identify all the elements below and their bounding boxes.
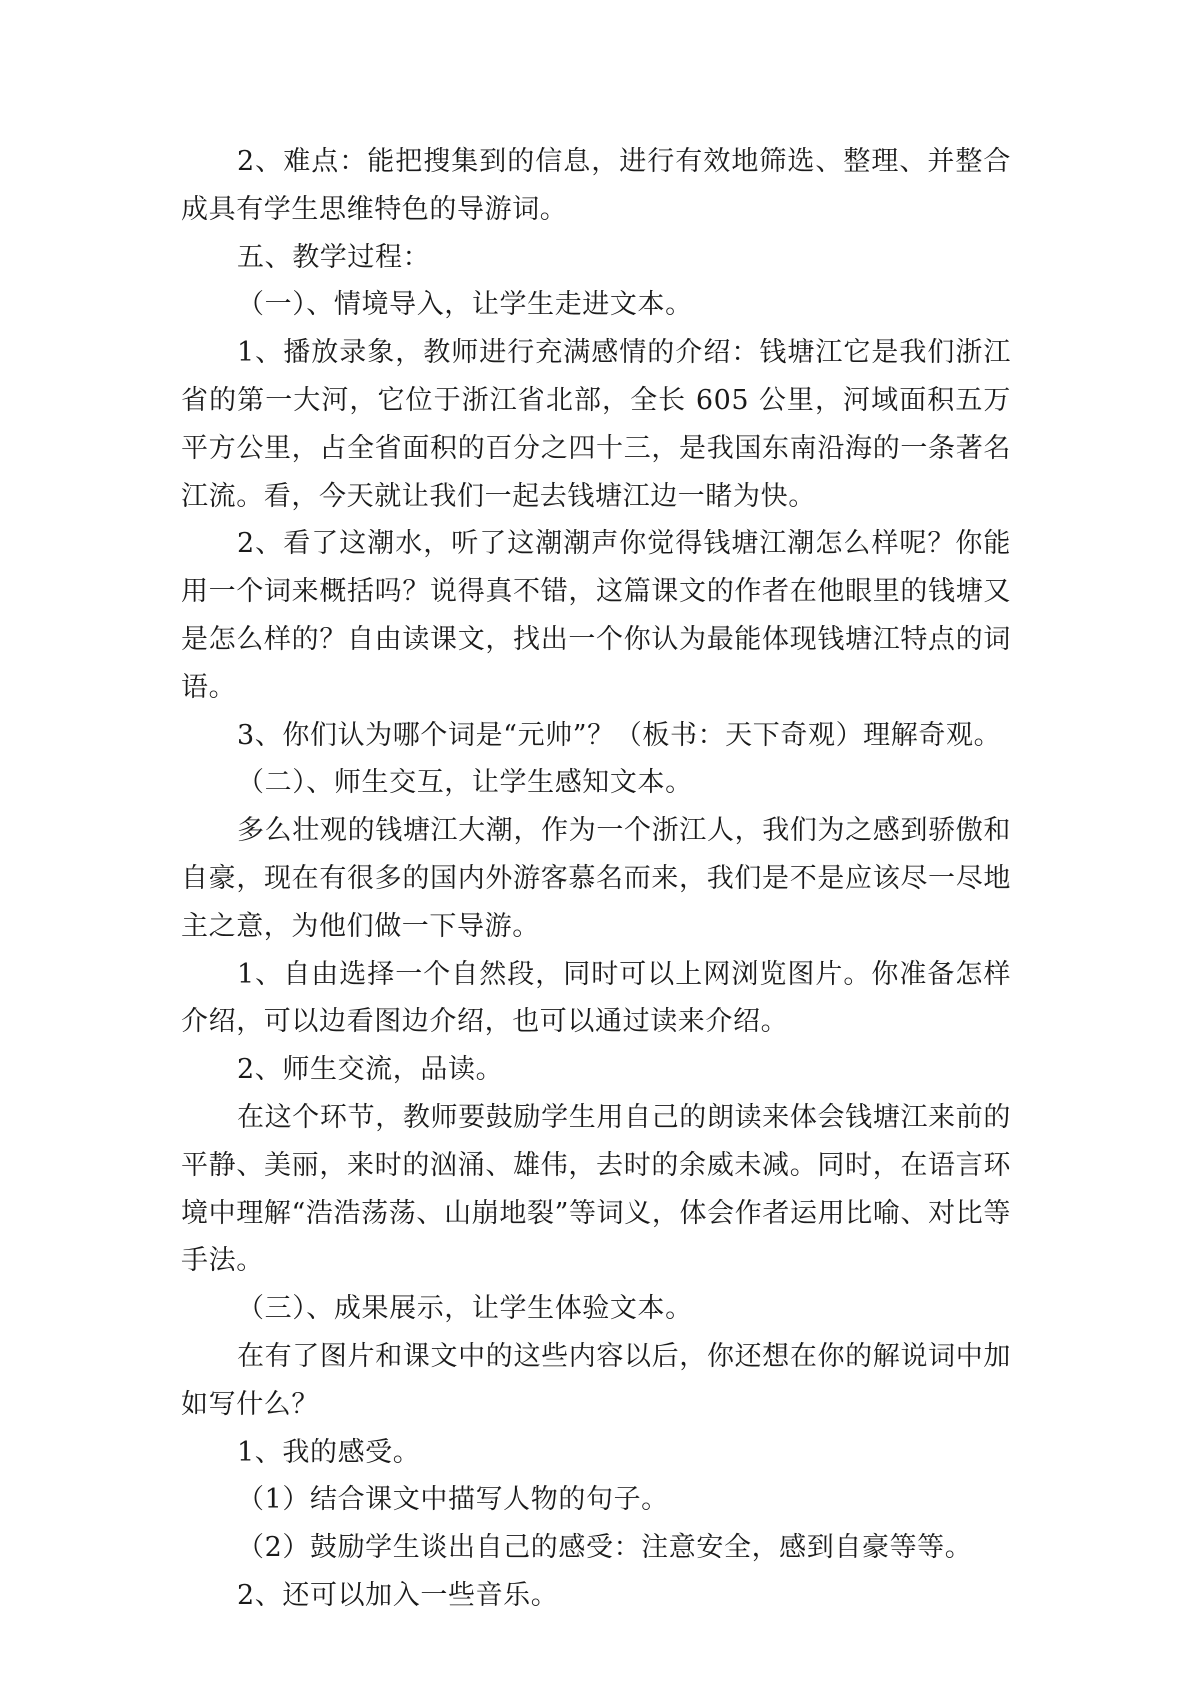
- paragraph-choose-section: 1、自由选择一个自然段，同时可以上网浏览图片。你准备怎样介绍，可以边看图边介绍，也可以通过读来介绍。: [181, 958, 1011, 1038]
- paragraph-watch-tide: 2、看了这潮水，听了这潮潮声你觉得钱塘江潮怎么样呢？你能用一个词来概括吗？说得真不错，这篇课文的作者在他眼里的钱塘又是怎么样的？自由读课文，找出一个你认为最能体现钱塘江特点的词语。: [181, 528, 1011, 703]
- paragraph-difficulty: 2、难点：能把搜集到的信息，进行有效地筛选、整理、并整合成具有学生思维特色的导游词。: [181, 146, 1011, 225]
- paragraph-add-music: 2、还可以加入一些音乐。: [237, 1579, 559, 1611]
- paragraph-item-1: （1）结合课文中描写人物的句子。: [237, 1484, 669, 1516]
- subheading-situation-intro: （一）、情境导入，让学生走进文本。: [237, 289, 693, 321]
- paragraph-item-2: （2）鼓励学生谈出自己的感受：注意安全，感到自豪等等。: [237, 1532, 973, 1564]
- paragraph-my-feelings: 1、我的感受。: [237, 1436, 421, 1468]
- subheading-teacher-student-interaction: （二）、师生交互，让学生感知文本。: [237, 767, 693, 799]
- paragraph-marshal-word: 3、你们认为哪个词是“元帅”？（板书：天下奇观）理解奇观。: [237, 719, 1002, 751]
- paragraph-exchange-reading: 2、师生交流，品读。: [237, 1054, 504, 1086]
- document-body: [181, 138, 1011, 1620]
- heading-teaching-process: 五、教学过程：: [237, 241, 431, 273]
- paragraph-encourage-reading: 在这个环节，教师要鼓励学生用自己的朗读来体会钱塘江来前的平静、美丽，来时的汹涌、雄伟，去时的余威未减。同时，在语言环境中理解“浩浩荡荡、山崩地裂”等词义，体会作者运用比喻、对比等手法。: [181, 1101, 1011, 1277]
- paragraph-add-content: 在有了图片和课文中的这些内容以后，你还想在你的解说词中加如写什么？: [181, 1340, 1011, 1420]
- paragraph-tour-guide: 多么壮观的钱塘江大潮，作为一个浙江人，我们为之感到骄傲和自豪，现在有很多的国内外游客慕名而来，我们是不是应该尽一尽地主之意，为他们做一下导游。: [181, 815, 1011, 942]
- paragraph-play-video: 1、播放录象，教师进行充满感情的介绍：钱塘江它是我们浙江省的第一大河，它位于浙江省北部，全长 605 公里，河域面积五万平方公里，占全省面积的百分之四十三，是我国东南沿海的一条著名江流。看，今天就让我们一起去钱塘江边一睹为快。: [181, 337, 1011, 512]
- subheading-results-showcase: （三）、成果展示，让学生体验文本。: [237, 1293, 693, 1325]
